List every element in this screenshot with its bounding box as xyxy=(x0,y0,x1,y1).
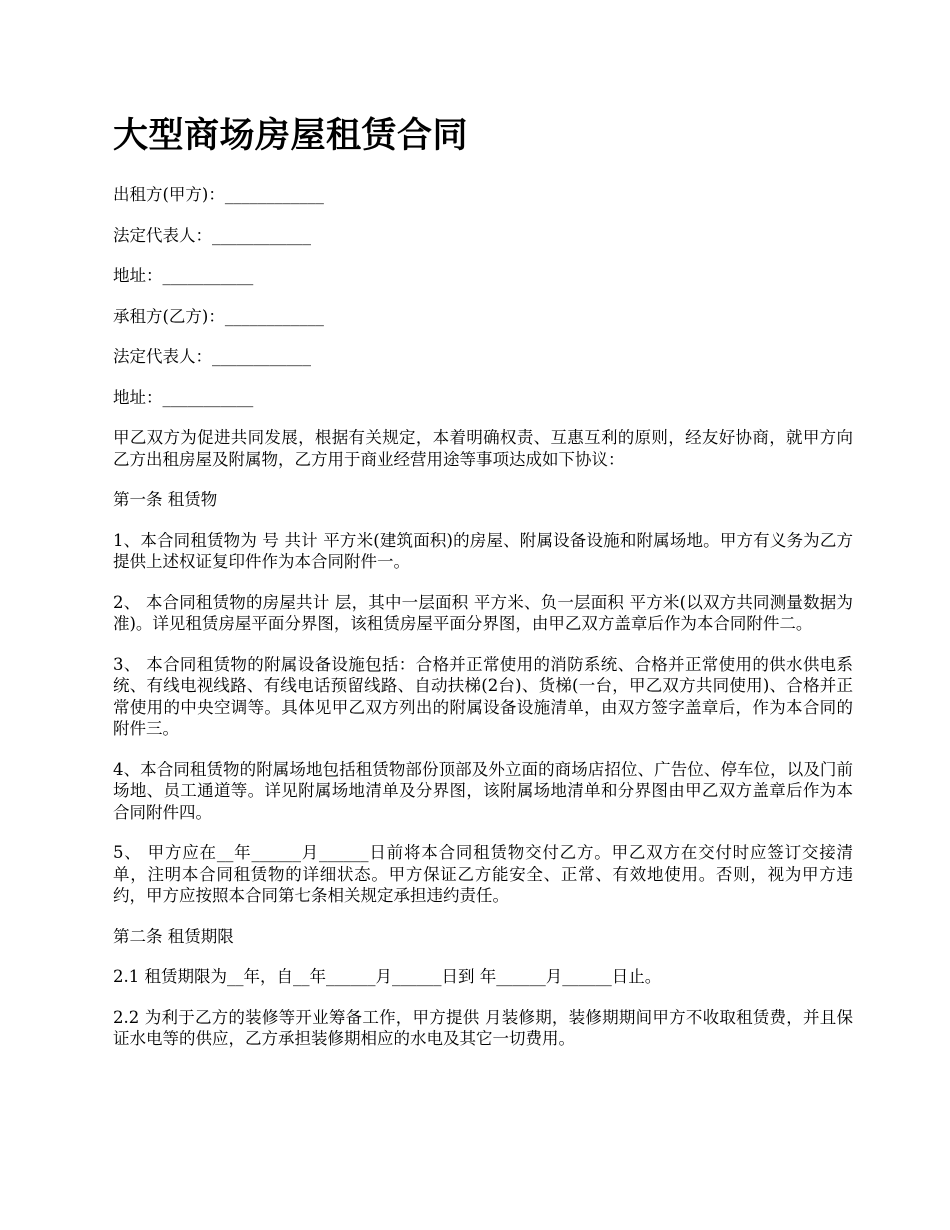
field-blank: ___________ xyxy=(162,387,254,407)
lessor-representative-field xyxy=(113,225,853,247)
field-label: 法定代表人： xyxy=(113,225,212,245)
intro-paragraph: 甲乙双方为促进共同发展，根据有关规定，本着明确权责、互惠互利的原则，经友好协商，就甲方向乙方出租房屋及附属物，乙方用于商业经营用途等事项达成如下协议： xyxy=(113,428,853,469)
article-1-clause-4: 4、本合同租赁物的附属场地包括租赁物部份顶部及外立面的商场店招位、广告位、停车位，以及门前场地、员工通道等。详见附属场地清单及分界图，该附属场地清单和分界图由甲乙双方盖章后作为本合同附件四。 xyxy=(113,759,853,822)
field-label: 地址： xyxy=(113,266,163,285)
lessee-address-field xyxy=(113,387,853,409)
lessee-representative-field xyxy=(113,346,853,368)
article-1-heading: 第一条 租赁物 xyxy=(113,490,218,509)
lessor-address-field xyxy=(113,265,853,287)
field-blank: ____________ xyxy=(224,185,324,204)
field-blank: ___________ xyxy=(162,266,254,285)
field-label: 地址： xyxy=(113,387,163,407)
field-blank: ____________ xyxy=(212,347,311,366)
article-1-clause-5: 5、 甲方应在__年______月______日前将本合同租赁物交付乙方。甲乙双方在交付时应签订交接清单，注明本合同租赁物的详细状态。甲方保证乙方能安全、正常、有效地使用。否则，视为甲方违约，甲方应按照本合同第七条相关规定承担违约责任。 xyxy=(113,843,853,905)
field-blank: ____________ xyxy=(224,306,324,326)
article-2-clause-2: 2.2 为利于乙方的装修等开业筹备工作，甲方提供 月装修期，装修期期间甲方不收取租赁费，并且保证水电等的供应，乙方承担装修期相应的水电及其它一切费用。 xyxy=(113,1007,853,1048)
article-1-clause-3: 3、 本合同租赁物的附属设备设施包括：合格并正常使用的消防系统、合格并正常使用的供水供电系统、有线电视线路、有线电话预留线路、自动扶梯(2台)、货梯(一台，甲乙双方共同使用)、合格并正常使用的中央空调等。具体见甲乙双方列出的附属设备设施清单，由双方签字盖章后，作为本合同的附件三。 xyxy=(113,654,853,738)
contract-page xyxy=(113,112,853,1069)
field-blank: ____________ xyxy=(212,225,311,245)
document-title: 大型商场房屋租赁合同 xyxy=(113,116,469,156)
article-2-heading: 第二条 租赁期限 xyxy=(113,926,234,946)
lessor-field xyxy=(113,184,853,206)
article-1-clause-2: 2、 本合同租赁物的房屋共计 层，其中一层面积 平方米、负一层面积 平方米(以双方共同测量数据为准)。详见租赁房屋平面分界图，该租赁房屋平面分界图，由甲乙双方盖章后作为本合同附件二。 xyxy=(113,592,853,633)
article-1-clause-1: 1、本合同租赁物为 号 共计 平方米(建筑面积)的房屋、附属设备设施和附属场地。甲方有义务为乙方提供上述权证复印件作为本合同附件一。 xyxy=(113,530,853,571)
article-2-clause-1: 2.1 租赁期限为__年，自__年______月______日到 年______月______日止。 xyxy=(113,967,662,986)
lessee-field xyxy=(113,306,853,328)
field-label: 法定代表人： xyxy=(113,347,212,366)
field-label: 出租方(甲方)： xyxy=(113,185,225,204)
field-label: 承租方(乙方)： xyxy=(113,306,225,326)
